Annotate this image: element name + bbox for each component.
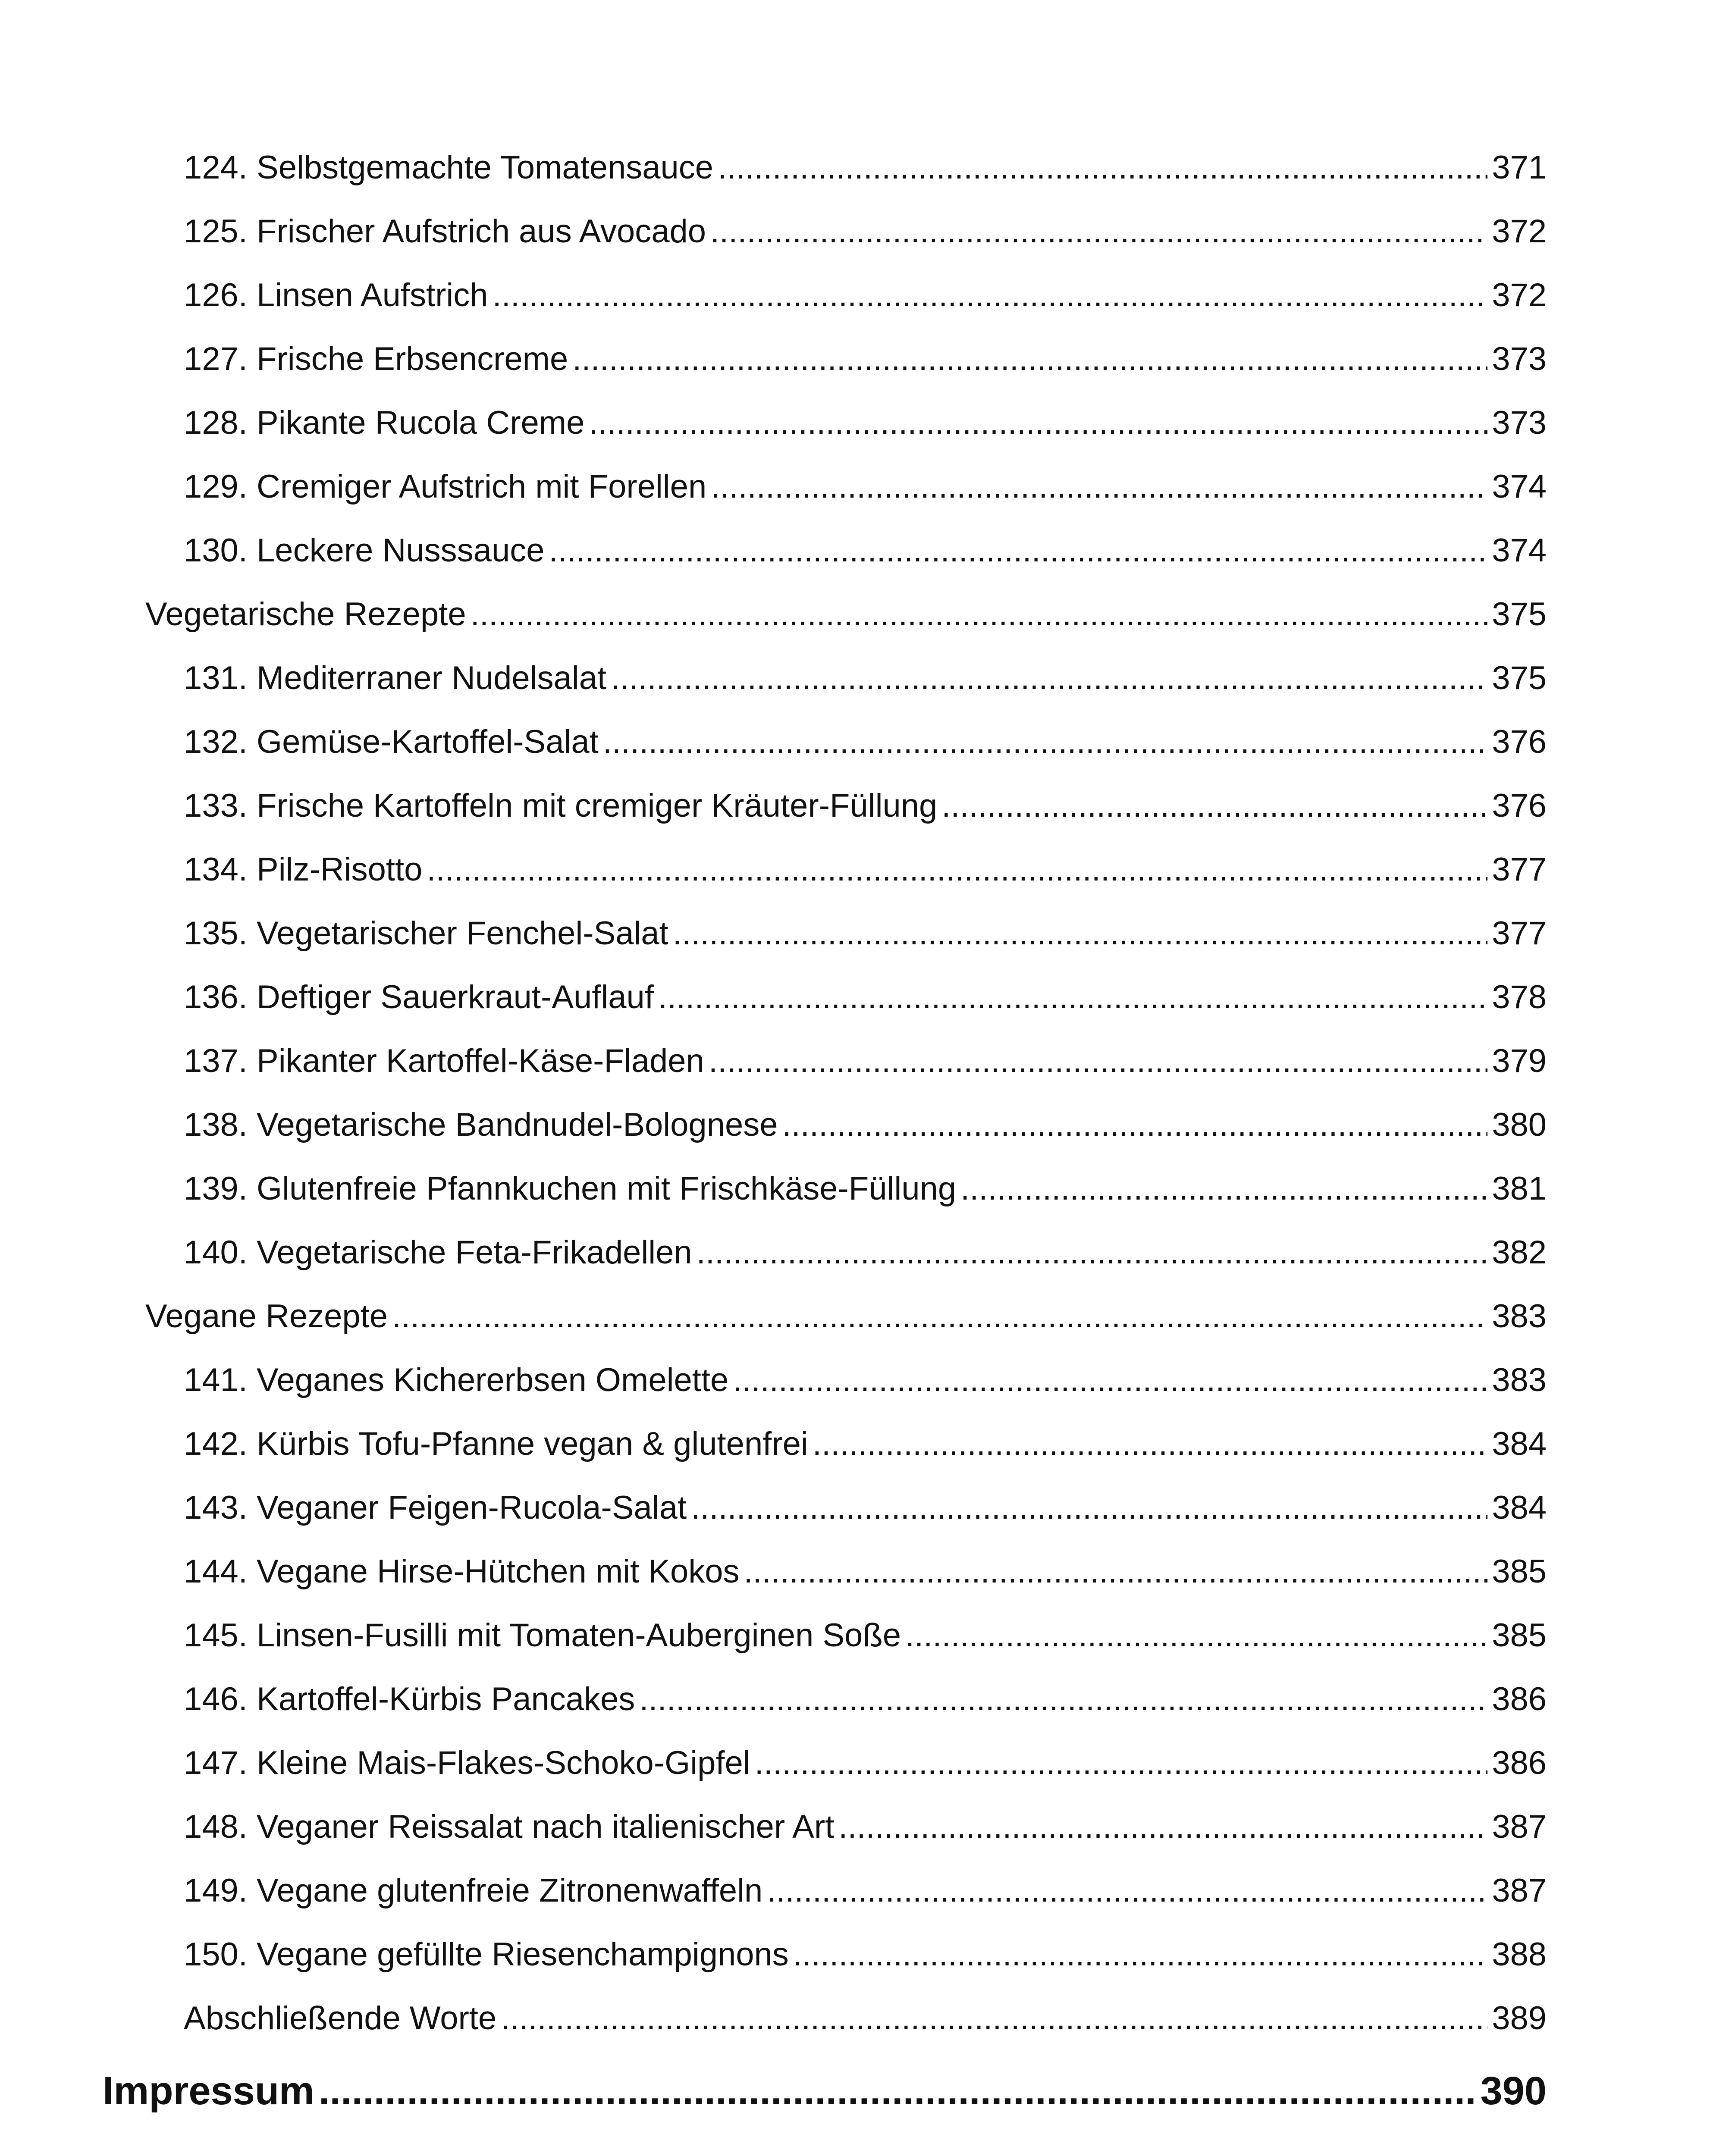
toc-page-number: 374 xyxy=(1492,532,1547,569)
toc-entry[interactable] xyxy=(184,1489,1547,1553)
toc-entry[interactable] xyxy=(184,340,1547,404)
toc-dot-leader xyxy=(793,1936,1487,1973)
toc-dot-leader xyxy=(658,978,1487,1016)
toc-entry-title: 128. Pikante Rucola Creme xyxy=(184,404,585,441)
toc-entry-title: 144. Vegane Hirse-Hütchen mit Kokos xyxy=(184,1553,740,1590)
toc-entry[interactable] xyxy=(184,1872,1547,1936)
toc-dot-leader xyxy=(392,1297,1487,1335)
toc-entry[interactable] xyxy=(184,532,1547,595)
toc-dot-leader xyxy=(572,340,1487,378)
toc-page-number: 374 xyxy=(1492,468,1547,505)
toc-entry[interactable] xyxy=(184,1617,1547,1680)
toc-entry-title: Abschließende Worte xyxy=(184,2000,497,2037)
toc-entry[interactable] xyxy=(184,468,1547,532)
toc-entry-title: 143. Veganer Feigen-Rucola-Salat xyxy=(184,1489,687,1526)
toc-page-number: 381 xyxy=(1492,1170,1547,1207)
toc-chapter-entry[interactable] xyxy=(103,2068,1547,2142)
toc-page-number: 386 xyxy=(1492,1681,1547,1717)
toc-page-number: 376 xyxy=(1492,724,1547,760)
toc-entry-title: 140. Vegetarische Feta-Frikadellen xyxy=(184,1234,692,1271)
toc-dot-leader xyxy=(589,404,1487,442)
toc-page-number: 385 xyxy=(1492,1553,1547,1590)
toc-entry[interactable] xyxy=(184,1425,1547,1489)
toc-dot-leader xyxy=(471,595,1488,633)
toc-page-number: 387 xyxy=(1492,1808,1547,1845)
toc-entry[interactable] xyxy=(184,1999,1547,2063)
toc-entry[interactable] xyxy=(184,1744,1547,1808)
toc-entry-title: 131. Mediterraner Nudelsalat xyxy=(184,660,607,696)
toc-entry-title: 129. Cremiger Aufstrich mit Forellen xyxy=(184,468,707,505)
toc-page-number: 373 xyxy=(1492,341,1547,377)
toc-dot-leader xyxy=(905,1617,1487,1654)
toc-dot-leader xyxy=(941,787,1487,824)
toc-page-number: 382 xyxy=(1492,1234,1547,1271)
toc-page-number: 387 xyxy=(1492,1872,1547,1909)
toc-page-number: 390 xyxy=(1480,2069,1547,2113)
toc-section-entry[interactable] xyxy=(145,595,1547,659)
toc-entry[interactable] xyxy=(184,1553,1547,1617)
toc-entry[interactable] xyxy=(184,659,1547,723)
toc-page-number: 389 xyxy=(1492,2000,1547,2037)
toc-section-entry[interactable] xyxy=(145,1297,1547,1361)
toc-entry[interactable] xyxy=(184,1680,1547,1744)
toc-entry-title: 139. Glutenfreie Pfannkuchen mit Frischkäse-Füllung xyxy=(184,1170,957,1207)
toc-entry[interactable] xyxy=(184,1234,1547,1297)
toc-entry-title: 127. Frische Erbsencreme xyxy=(184,341,568,377)
toc-entry-title: Vegetarische Rezepte xyxy=(145,596,466,633)
toc-entry[interactable] xyxy=(184,1042,1547,1106)
toc-entry-title: 124. Selbstgemachte Tomatensauce xyxy=(184,149,714,186)
toc-entry-title: 130. Leckere Nusssauce xyxy=(184,532,545,569)
toc-entry-title: 149. Vegane glutenfreie Zitronenwaffeln xyxy=(184,1872,763,1909)
toc-dot-leader xyxy=(733,1361,1487,1399)
toc-entry[interactable] xyxy=(184,1936,1547,1999)
toc-entry-title: 145. Linsen-Fusilli mit Tomaten-Auberginen Soße xyxy=(184,1617,901,1654)
toc-page-number: 375 xyxy=(1492,660,1547,696)
toc-dot-leader xyxy=(744,1553,1487,1590)
toc-entry-title: 125. Frischer Aufstrich aus Avocado xyxy=(184,213,706,250)
toc-entry-title: 126. Linsen Aufstrich xyxy=(184,277,488,313)
toc-page-number: 380 xyxy=(1492,1106,1547,1143)
toc-entry-title: 142. Kürbis Tofu-Pfanne vegan & glutenfrei xyxy=(184,1426,808,1462)
toc-dot-leader xyxy=(107,2141,1542,2156)
toc-entry-title: 141. Veganes Kichererbsen Omelette xyxy=(184,1362,729,1398)
toc-page-number: 373 xyxy=(1492,404,1547,441)
toc-dot-leader xyxy=(711,468,1487,505)
toc-entry[interactable] xyxy=(184,978,1547,1042)
toc-page-number: 375 xyxy=(1492,596,1547,633)
toc-dot-leader xyxy=(319,2068,1476,2114)
toc-dot-leader xyxy=(611,659,1487,697)
toc-entry-title: 134. Pilz-Risotto xyxy=(184,851,423,888)
toc-page-number: 379 xyxy=(1492,1043,1547,1079)
toc-entry-title: 136. Deftiger Sauerkraut-Auflauf xyxy=(184,979,654,1015)
toc-page-number: 377 xyxy=(1492,915,1547,952)
toc-dot-leader xyxy=(718,149,1487,186)
toc-entry-title: Vegane Rezepte xyxy=(145,1298,388,1335)
toc-page-number: 383 xyxy=(1492,1362,1547,1398)
toc-dot-leader xyxy=(697,1234,1488,1271)
toc-page-number: 385 xyxy=(1492,1617,1547,1654)
toc-entry[interactable] xyxy=(184,915,1547,978)
toc-entry-title: 138. Vegetarische Bandnudel-Bolognese xyxy=(184,1106,778,1143)
toc-entry[interactable] xyxy=(184,1361,1547,1425)
toc-dot-leader xyxy=(603,723,1487,761)
toc-entry[interactable] xyxy=(184,851,1547,915)
toc-entry-title: 150. Vegane gefüllte Riesenchampignons xyxy=(184,1936,789,1973)
toc-entry-title: Impressum xyxy=(103,2069,314,2113)
toc-page-number: 372 xyxy=(1492,277,1547,313)
toc-page-number: 371 xyxy=(1492,149,1547,186)
toc-page-number: 377 xyxy=(1492,851,1547,888)
toc-page-number: 384 xyxy=(1492,1426,1547,1462)
toc-dot-leader xyxy=(427,851,1487,888)
toc-entry-title: 146. Kartoffel-Kürbis Pancakes xyxy=(184,1681,635,1717)
toc-entry[interactable] xyxy=(184,723,1547,787)
toc-dot-leader xyxy=(501,1999,1487,2037)
toc-entry[interactable] xyxy=(184,213,1547,276)
toc-entry-title: 132. Gemüse-Kartoffel-Salat xyxy=(184,724,599,760)
toc-entry-title: 147. Kleine Mais-Flakes-Schoko-Gipfel xyxy=(184,1745,750,1781)
toc-dot-leader xyxy=(960,1170,1487,1207)
toc-page-number: 376 xyxy=(1492,787,1547,824)
toc-dot-leader xyxy=(639,1680,1487,1718)
toc-entry[interactable] xyxy=(184,149,1547,213)
toc-dot-leader xyxy=(709,1042,1487,1080)
toc-entry[interactable] xyxy=(184,1106,1547,1170)
toc-entry[interactable] xyxy=(184,787,1547,851)
toc-dot-leader xyxy=(691,1489,1487,1526)
toc-page-number: 384 xyxy=(1492,1489,1547,1526)
toc-dot-leader xyxy=(710,213,1487,250)
toc-page-number: 388 xyxy=(1492,1936,1547,1973)
toc-page-number: 383 xyxy=(1492,1298,1547,1335)
toc-entry[interactable] xyxy=(184,1808,1547,1872)
toc-dot-leader xyxy=(782,1106,1488,1144)
toc-dot-leader xyxy=(813,1425,1487,1463)
toc-entry[interactable] xyxy=(184,404,1547,468)
toc-entry[interactable] xyxy=(184,1170,1547,1234)
toc-entry[interactable] xyxy=(184,276,1547,340)
toc-dot-leader xyxy=(755,1744,1488,1782)
toc-dot-leader xyxy=(767,1872,1487,1909)
toc-page-number: 386 xyxy=(1492,1745,1547,1781)
toc-entry-title: 148. Veganer Reissalat nach italienischer Art xyxy=(184,1808,835,1845)
toc-dot-leader xyxy=(673,915,1487,952)
toc-page-number: 378 xyxy=(1492,979,1547,1015)
toc-dot-leader xyxy=(549,532,1487,569)
toc-entry-title: 133. Frische Kartoffeln mit cremiger Kräuter-Füllung xyxy=(184,787,938,824)
toc-entry-title: 137. Pikanter Kartoffel-Käse-Fladen xyxy=(184,1043,704,1079)
toc-entry-title: 135. Vegetarischer Fenchel-Salat xyxy=(184,915,668,952)
toc-dot-leader xyxy=(493,276,1488,314)
toc-dot-leader xyxy=(838,1808,1487,1846)
toc-chapter-entry[interactable] xyxy=(103,2141,1547,2156)
toc-page-number: 372 xyxy=(1492,213,1547,250)
